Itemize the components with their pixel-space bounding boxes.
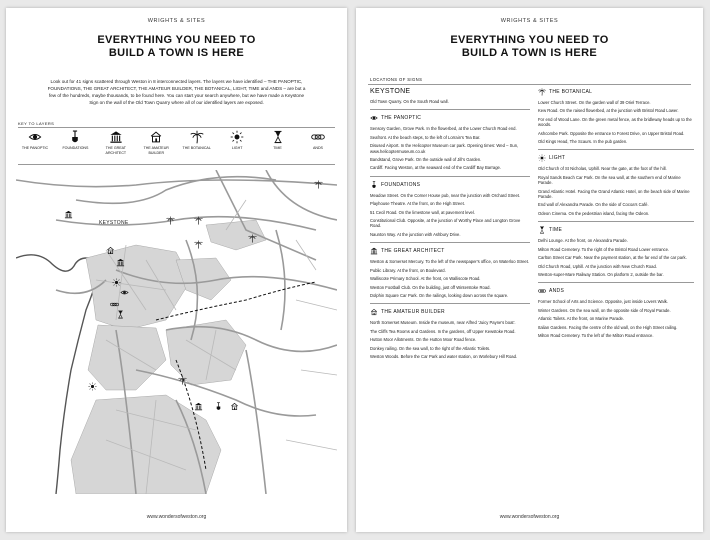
location-entry: Cardiff. Facing Weston, at the seaward end of the Cardiff Bay Barrage.	[370, 165, 502, 171]
sun-icon	[230, 130, 244, 144]
map-marker-palm[interactable]	[194, 240, 202, 248]
location-entry: Italian Gardens. Facing the centre of the old wall, on the High Street railing.	[538, 324, 678, 330]
location-entry: Playhouse Theatre. At the front, on the High Street.	[370, 201, 465, 207]
key-row	[18, 130, 335, 162]
town-blocks	[71, 220, 266, 494]
map-marker-sun[interactable]	[88, 382, 96, 390]
location-section	[538, 88, 694, 144]
location-entry: Weston & Somerset Mercury. To the left of the newspaper's office, on Waterloo Street.	[370, 259, 530, 265]
location-entry: Dolphin Square Car Park. On the railings, looking down across the square.	[370, 292, 509, 298]
key-item	[220, 130, 254, 162]
section-heading	[370, 303, 530, 316]
section-title: LIGHT	[549, 155, 566, 162]
location-entry: Delhi Lounge. At the front, on Alexandra Parade.	[538, 238, 628, 244]
temple-icon	[370, 247, 378, 255]
map-marker-temple[interactable]	[195, 403, 202, 410]
location-entry: Disused Airport. In the Helicopter Museum car park. Opening times: Wed – Sun, www.helicoptermuseum.co.uk	[370, 143, 519, 154]
section-title: THE GREAT ARCHITECT	[381, 248, 445, 255]
footer-url[interactable]: www.wondersofweston.org	[146, 514, 207, 520]
palm-icon	[538, 88, 546, 96]
spade-icon	[370, 181, 378, 189]
keystone-label: KEYSTONE	[99, 220, 129, 226]
location-section	[370, 88, 530, 104]
key-item-label: LIGHT	[231, 146, 243, 150]
map-marker-house[interactable]	[231, 403, 237, 409]
location-entry: For end of Wood Lane. On the green metal fence, as the bridleway heads up to the woods.	[538, 116, 692, 128]
hourglass-icon	[538, 226, 546, 234]
location-entry: Winter Gardens. On the sea wall, on the opposite side of Royal Parade.	[538, 307, 671, 313]
section-heading	[370, 88, 530, 95]
brand-name: WRIGHTS & SITES	[147, 18, 206, 24]
brand-name: WRIGHTS & SITES	[500, 18, 559, 24]
key-item-label: THE PANOPTIC	[21, 146, 49, 150]
location-entry: Public Library. At the front, on Boulevard.	[370, 267, 446, 273]
location-entry: Atlantic Toilets. At the front, on Marine Parade.	[538, 316, 625, 322]
location-entry: Odeon Cinema. On the pedestrian island, facing the Odeon.	[538, 210, 650, 216]
location-entry: Bandstand, Grove Park. On the outside wall of Jill's Garden.	[370, 157, 482, 163]
headline-line-2: BUILD A TOWN IS HERE	[108, 46, 245, 59]
key-item-label: FOUNDATIONS	[62, 146, 89, 150]
map-marker-house[interactable]	[107, 247, 113, 253]
key-item-label: THE BOTANICAL	[182, 146, 211, 150]
chain-icon	[311, 130, 325, 144]
key-item	[139, 130, 173, 162]
location-entry: North Somerset Museum. Inside the museum, near Alfred 'Juicy Payne's boat'.	[370, 320, 516, 326]
section-heading	[370, 109, 530, 122]
page-headline	[6, 34, 347, 59]
location-entry: Ashcombe Park. Opposite the entrance to Forest Drive, on Upper Bristol Road.	[538, 130, 685, 136]
section-title: TIME	[549, 227, 563, 234]
temple-icon	[109, 130, 123, 144]
location-entry: Meadow Street. On the Corner House pub, near the junction with Orchard Street.	[370, 192, 521, 198]
section-title: THE AMATEUR BUILDER	[381, 309, 445, 316]
page-headline	[356, 34, 703, 59]
key-item-label: THE AMATEUR BUILDER	[143, 146, 169, 155]
location-section	[370, 109, 530, 170]
location-section	[538, 221, 694, 277]
locations-column-left	[370, 88, 530, 364]
section-heading	[370, 176, 530, 189]
section-heading	[538, 221, 694, 234]
key-divider-top	[18, 127, 335, 128]
location-entry: Weston-super-Mare Railway Station. On platform 2, outside the bar.	[538, 271, 664, 277]
location-entry: Seafront. At the beach steps, to the left of Lorrain's Tea Bar.	[370, 134, 481, 140]
location-entry: Walliscote Primary School. At the front, on Walliscote Road.	[370, 276, 481, 282]
key-item	[18, 130, 52, 162]
palm-icon	[190, 130, 204, 144]
location-entry: Carlton Street Car Park. Near the payment station, at the far end of the car park.	[538, 255, 687, 261]
section-title: ANDS	[549, 288, 565, 295]
location-entry: End wall of Alexandra Parade. On the side of Cocoa's Café.	[538, 202, 649, 208]
location-entry: Former School of Arts and Science. Opposite, just inside Lovers Walk.	[538, 299, 668, 305]
section-title: FOUNDATIONS	[381, 181, 421, 188]
town-map[interactable]	[16, 170, 337, 494]
location-entry: Old Church of St Nicholas, Uphill. Near the gate, at the foot of the hill.	[538, 166, 667, 172]
locations-column-right	[538, 88, 694, 343]
location-section	[370, 303, 530, 359]
key-item	[301, 130, 335, 162]
headline-line-2: BUILD A TOWN IS HERE	[461, 46, 598, 59]
location-entry: Grand Atlantic Hotel. Facing the Grand Atlantic Hotel, on the beach side of Marine Parade.	[538, 188, 690, 200]
headline-line-1: EVERYTHING YOU NEED TO	[450, 34, 609, 46]
location-entry: Naunton Way. At the junction with Ashbury Drive.	[370, 231, 461, 237]
map-marker-sun[interactable]	[112, 278, 120, 286]
location-entry: Hutton Moor Allotments. On the Hutton Moor Road fence.	[370, 337, 477, 343]
section-heading	[370, 242, 530, 255]
section-title: THE BOTANICAL	[549, 89, 593, 95]
location-entry: 51 Cecil Road. On the limestone wall, at pavement level.	[370, 209, 475, 215]
footer-url[interactable]: www.wondersofweston.org	[499, 514, 560, 520]
key-item	[180, 130, 214, 162]
location-entry: Lower Church Street. On the garden wall of 39 Oriel Terrace.	[538, 100, 651, 105]
key-divider-bottom	[18, 164, 335, 165]
section-title: KEYSTONE	[370, 88, 411, 95]
section-heading	[538, 149, 694, 162]
eye-icon	[370, 114, 378, 122]
locations-divider	[368, 84, 691, 85]
location-entry: Milton Road Cemetery. To the left of the Milton Road entrance.	[538, 332, 654, 338]
hourglass-icon	[271, 130, 285, 144]
location-entry: Old Kings Head, The Scaurs. In the pub garden.	[538, 139, 628, 145]
location-entry: Weston Football Club. On the building, just off Winterstoke Road.	[370, 284, 491, 290]
key-item-label: TIME	[273, 146, 282, 150]
headline-line-1: EVERYTHING YOU NEED TO	[97, 34, 256, 46]
location-entry: Old Church Road, Uphill. At the junction with New Church Road.	[538, 263, 657, 269]
location-section	[370, 176, 530, 237]
key-item	[99, 130, 133, 162]
eye-icon	[28, 130, 42, 144]
locations-title: LOCATIONS OF SIGNS	[370, 77, 423, 82]
map-marker-temple[interactable]	[65, 211, 72, 218]
section-heading	[538, 88, 694, 96]
location-entry: Old Town Quarry. On the South Road wall.	[370, 99, 449, 104]
key-item-label: THE GREAT ARCHITECT	[105, 146, 127, 155]
house-icon	[370, 308, 378, 316]
sun-icon	[538, 154, 546, 162]
location-entry: Donkey railing. On the sea wall, to the right of the Atlantic Toilets.	[370, 345, 491, 351]
intro-text: Look out for 41 signs scattered through Weston in 8 interconnected layers. The layers we have identified – THE PANOPTIC, FOUNDATIONS, THE GREAT ARCHITECT, THE AMATEUR BUILDER, THE BOTANICAL, LIGHT, TIME and ANDS – are but a few of the hundreds, maybe thousands, to be found here. You can start your search anywhere, but we have made a Keystone Sign on the wall of the Old Town Quarry where all of our identified layers are exposed.	[47, 79, 306, 105]
location-entry: Weston Woods. Before the Car Park and water station, on Worlebury Hill Road.	[370, 353, 518, 359]
location-entry: Royal Sands Beach Car Park. On the sea wall, at the southern end of Marine Parade.	[538, 174, 681, 186]
key-label: KEY TO LAYERS	[18, 121, 55, 126]
spade-icon	[68, 130, 82, 144]
location-entry: Constitutional Club. Opposite, at the junction of Worthy Place and Longton Grove Road.	[370, 218, 521, 229]
right-page	[356, 8, 703, 532]
location-entry: The Cliffs Tea Rooms and Gardens. In the gardens, off Upper Kewstoke Road.	[370, 328, 516, 334]
location-section	[538, 149, 694, 216]
location-entry: Kew Road. On the raised flowerbed, at the junction with Bristol Road Lower.	[538, 108, 679, 114]
chain-icon	[538, 287, 546, 295]
location-entry: Sensory Garden, Grove Park. In the flowerbed, at the Lower Church Road end.	[370, 126, 517, 132]
location-section	[538, 282, 694, 338]
section-title: THE PANOPTIC	[381, 115, 422, 122]
key-item	[58, 130, 92, 162]
key-item-label: ANDS	[312, 146, 323, 150]
location-section	[370, 242, 530, 298]
left-page	[6, 8, 347, 532]
house-icon	[149, 130, 163, 144]
section-heading	[538, 282, 694, 295]
map-marker-spade[interactable]	[217, 402, 221, 409]
location-entry: Milton Road Cemetery. To the right of the Bristol Road Lower entrance.	[538, 246, 670, 252]
key-item	[261, 130, 295, 162]
